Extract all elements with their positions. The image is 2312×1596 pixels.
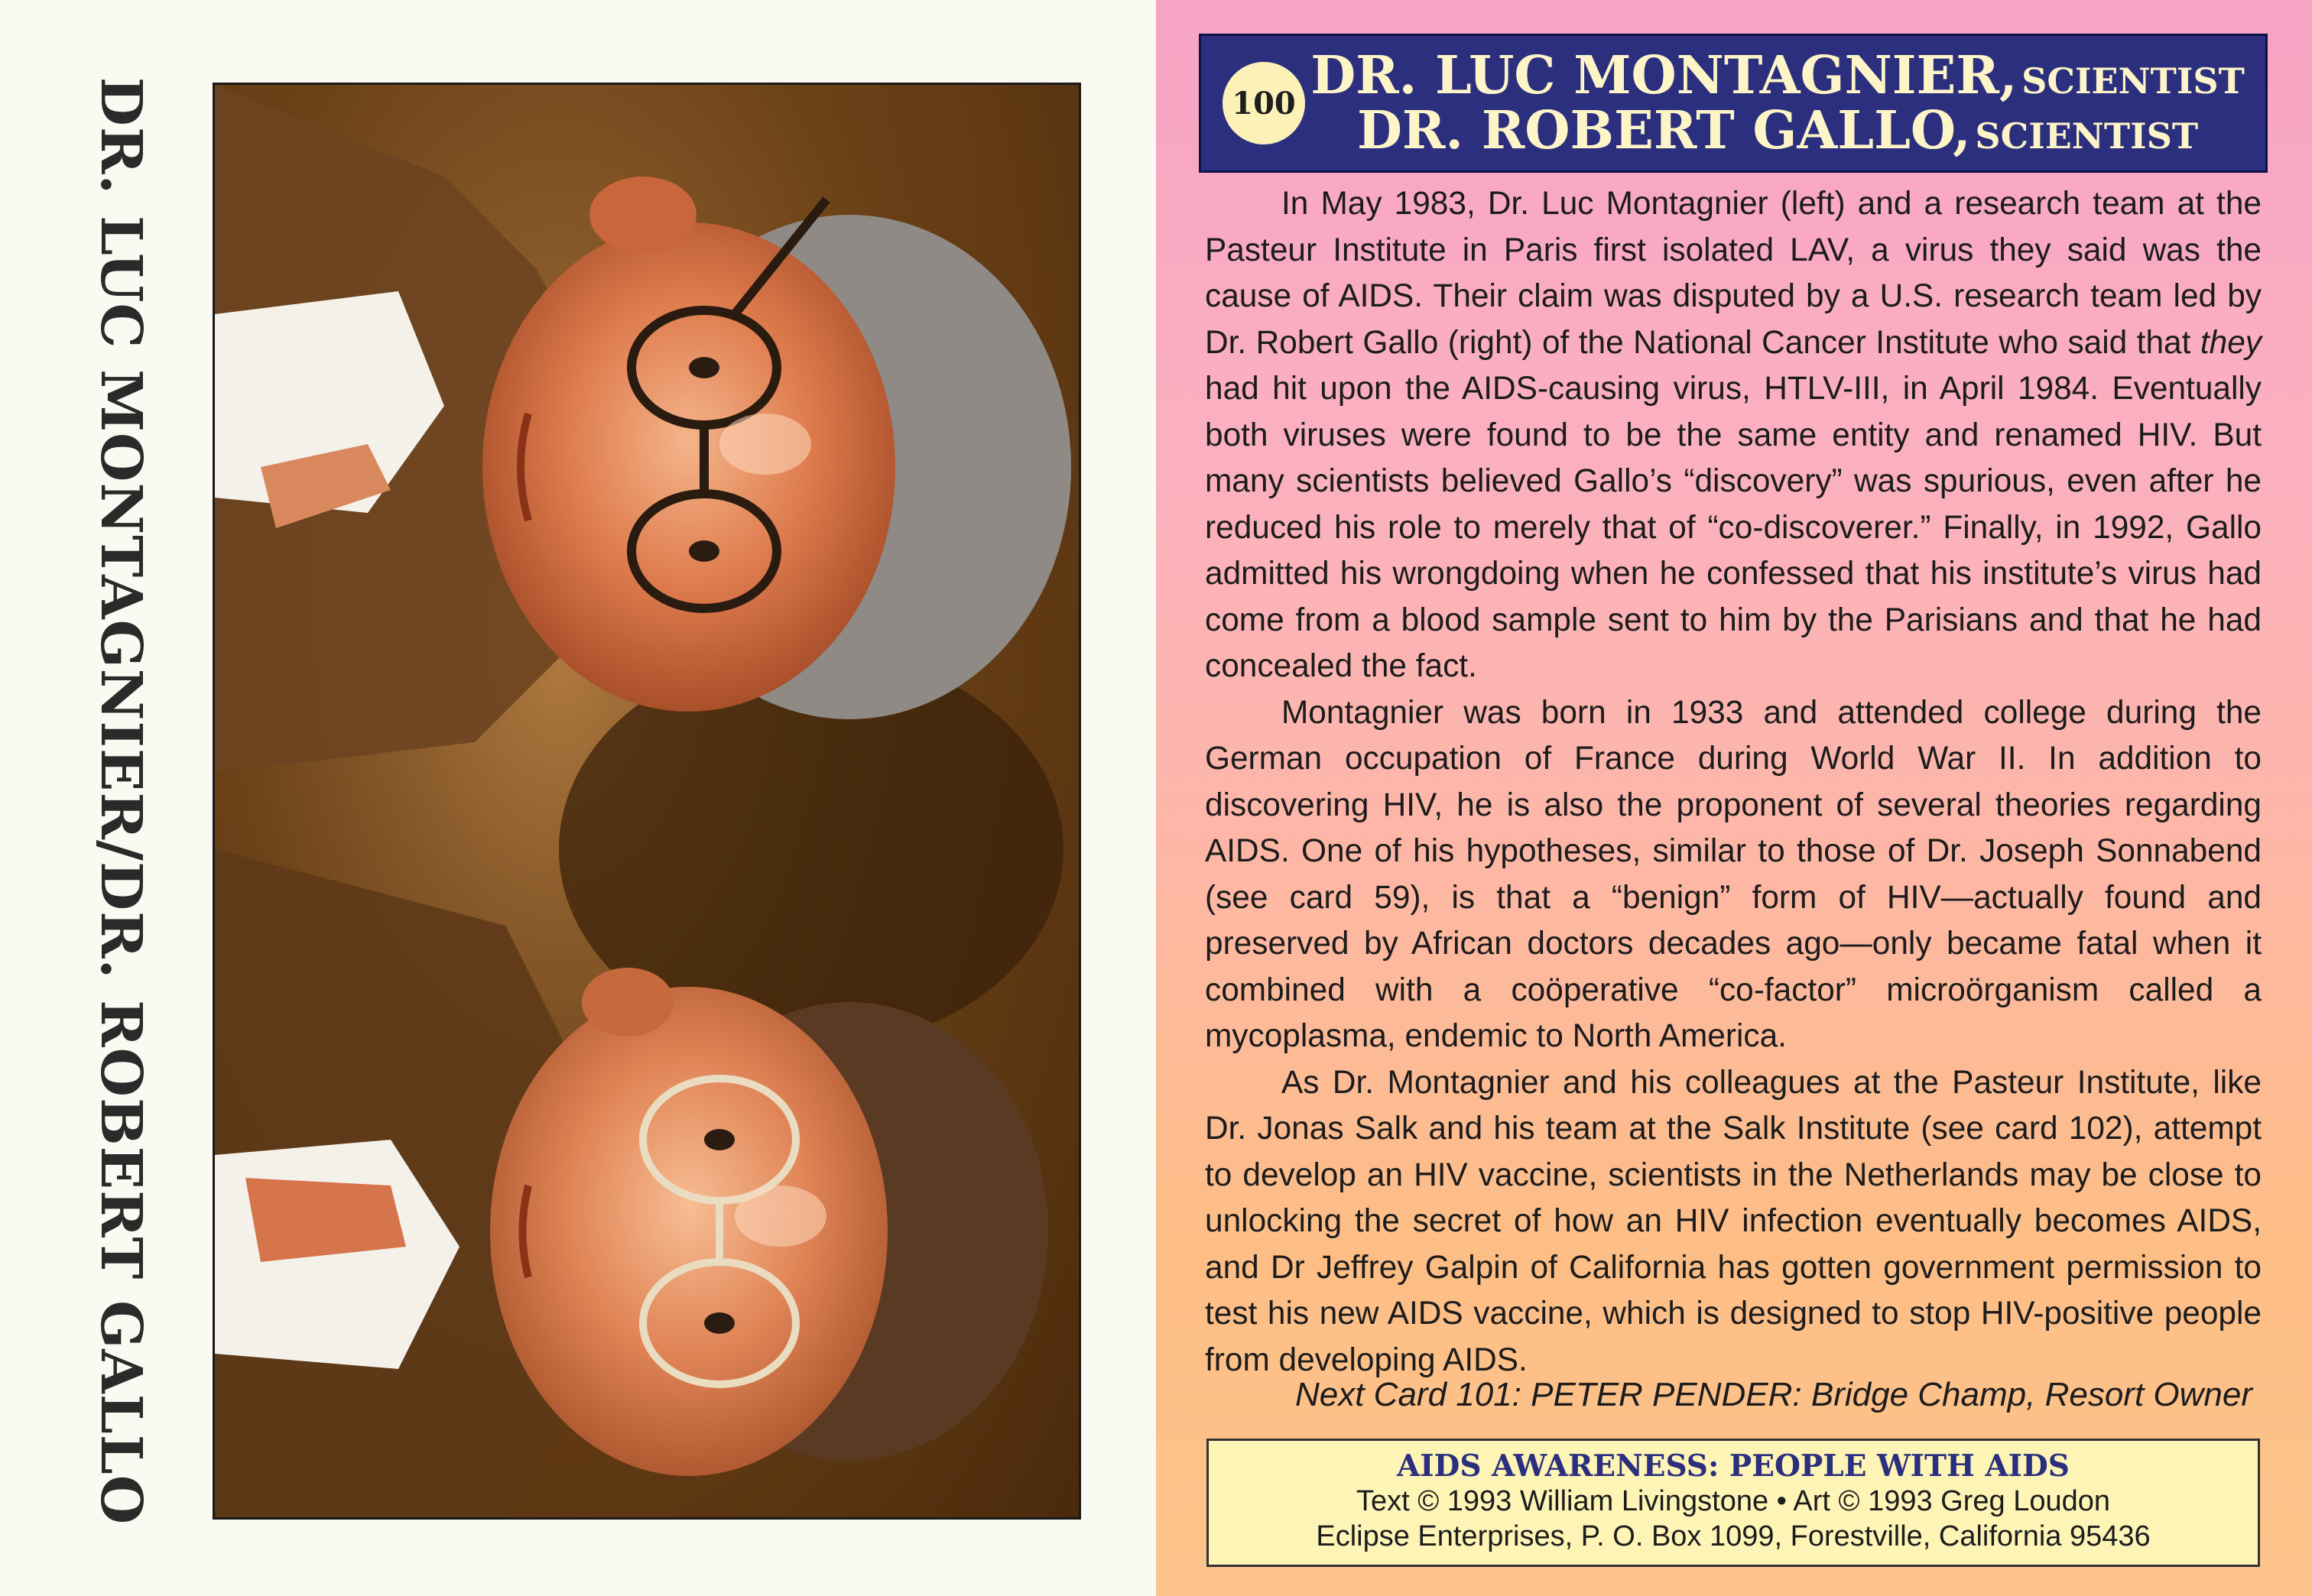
card-header	[1199, 34, 2268, 173]
header-name-2: DR. ROBERT GALLO,	[1356, 100, 1971, 161]
header-name-1: DR. LUC MONTAGNIER,	[1310, 44, 2018, 106]
card-back	[1156, 0, 2312, 1596]
front-title-text: DR. LUC MONTAGNIER/DR. ROBERT GALLO	[88, 76, 154, 1526]
card-number-badge	[1223, 62, 1305, 144]
paragraph-1-part-a: In May 1983, Dr. Luc Montagnier (left) and a research team at the Pasteur Institute in Paris first isolated LAV, a virus they said was the cause of AIDS. Their claim was disputed by a U.S. research team led by Dr. Robert Gallo (right) of the National Cancer Institute who said that	[1205, 185, 2262, 360]
header-names	[1305, 44, 2265, 161]
header-line-1	[1305, 44, 2250, 106]
credits-line: Text © 1993 William Livingstone • Art © 1993 Greg Loudon	[1356, 1485, 2111, 1517]
series-title: AIDS AWARENESS: PEOPLE WITH AIDS	[1397, 1448, 2070, 1484]
paragraph-1	[1205, 180, 2262, 689]
paragraph-1-italic: they	[2200, 323, 2262, 360]
portrait-painting-icon	[215, 85, 1079, 1517]
biography-text	[1205, 180, 2262, 1383]
publisher-address: Eclipse Enterprises, P. O. Box 1099, Forestville, California 95436	[1316, 1520, 2151, 1552]
header-role-2: SCIENTIST	[1975, 115, 2199, 157]
paragraph-1-part-b: had hit upon the AIDS-causing virus, HTLV-III, in April 1984. Eventually both viruses were found to be the same entity and renamed HIV. But many scientists believed Gallo’s “discovery” was spurious, even after he reduced his role to merely that of “co-discoverer.” Finally, in 1992, Gallo admitted his wrongdoing when he confessed that his institute’s virus had come from a blood sample sent to him by the Parisians and that he had concealed the fact.	[1205, 370, 2262, 683]
portrait-artwork	[213, 83, 1081, 1520]
paragraph-3: As Dr. Montagnier and his colleagues at the Pasteur Institute, like Dr. Jonas Salk and his team at the Salk Institute (see card 102), attempt to develop an HIV vaccine, scientists in the Netherlands may be close to unlocking the secret of how an HIV infection eventually becomes AIDS, and Dr Jeffrey Galpin of California has gotten government permission to test his new AIDS vaccine, which is designed to stop HIV-positive people from developing AIDS.	[1205, 1063, 2262, 1377]
header-role-1: SCIENTIST	[2021, 60, 2245, 102]
card-footer	[1206, 1439, 2260, 1567]
front-vertical-title	[83, 76, 159, 1526]
next-card-note: Next Card 101: PETER PENDER: Bridge Champ, Resort Owner	[1294, 1376, 2252, 1413]
paragraph-2: Montagnier was born in 1933 and attended college during the German occupation of France during World War II. In addition to discovering HIV, he is also the proponent of several theories regarding AIDS. One of his hypotheses, similar to those of Dr. Joseph Sonnabend (see card 59), is that a “benign” form of HIV—actually found and preserved by African doctors decades ago—only became fatal when it combined with a coöperative “co-factor” microörganism called a mycoplasma, endemic to North America.	[1205, 693, 2262, 1053]
header-line-2	[1305, 100, 2250, 161]
card-number: 100	[1232, 85, 1296, 122]
